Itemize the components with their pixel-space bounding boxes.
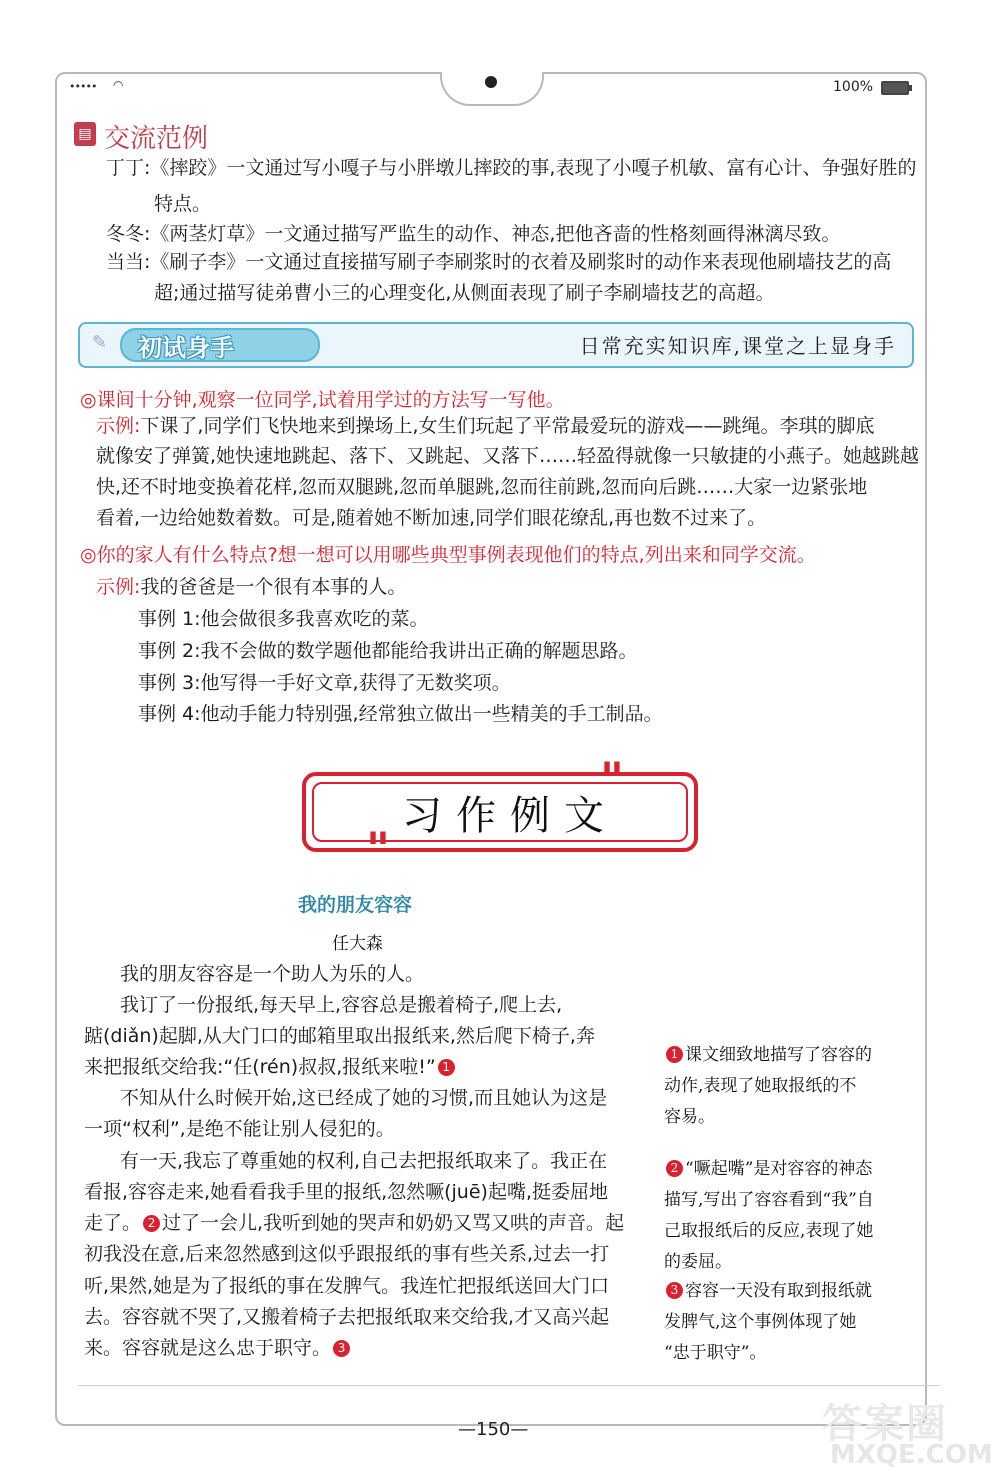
page-number: —150— bbox=[458, 1419, 529, 1440]
essay-line: 走了。 2 过了一会儿,我听到她的哭声和奶奶又骂又哄的声音。起 bbox=[84, 1212, 625, 1234]
pencil-icon: ✎ bbox=[92, 332, 108, 353]
task1-line: 就像安了弹簧,她快速地跳起、落下、又跳起、又落下……轻盈得就像一只敏捷的小燕子。她越跳越 bbox=[96, 445, 920, 467]
exchange-line: 冬冬:《两茎灯草》一文通过描写严监生的动作、神态,把他吝啬的性格刻画得淋漓尽致。 bbox=[106, 223, 841, 245]
task1-line: 快,还不时地变换着花样,忽而双腿跳,忽而单腿跳,忽而往前跳,忽而向后跳……大家一边紧张地 bbox=[96, 476, 868, 498]
essay-author: 任大森 bbox=[332, 934, 383, 954]
marker-2: 2 bbox=[143, 1215, 160, 1232]
essay-line: 踮(diǎn)起脚,从大门口的邮箱里取出报纸来,然后爬下椅子,奔 bbox=[84, 1025, 595, 1047]
task2-item: 事例 1:他会做很多我喜欢吃的菜。 bbox=[138, 608, 429, 630]
note-marker-2: 2 bbox=[666, 1160, 683, 1177]
task2-item: 事例 2:我不会做的数学题他都能给我讲出正确的解题思路。 bbox=[138, 640, 638, 662]
note-3: 3 容容一天没有取到报纸就 发脾气,这个事例体现了她 “忠于职守”。 bbox=[664, 1281, 872, 1363]
essay-line: 初我没在意,后来忽然感到这似乎跟报纸的事有些关系,过去一打 bbox=[84, 1243, 610, 1265]
essay-line: 听,果然,她是为了报纸的事在发脾气。我连忙把报纸送回大门口 bbox=[84, 1275, 610, 1297]
signal-icon: ••••• bbox=[69, 80, 97, 93]
footer-divider bbox=[78, 1385, 940, 1386]
essay-line: 来。容容就是这么忠于职守。 3 bbox=[84, 1333, 352, 1364]
essay-line: 一项“权利”,是绝不能让别人侵犯的。 bbox=[84, 1118, 395, 1140]
essay-line: 我的朋友容容是一个助人为乐的人。 bbox=[120, 963, 425, 985]
camera-notch bbox=[440, 72, 544, 106]
exchange-line: 特点。 bbox=[154, 193, 212, 215]
exchange-title: 交流范例 bbox=[104, 124, 209, 154]
camera-icon bbox=[485, 76, 497, 88]
quote-close-icon: " bbox=[600, 752, 624, 806]
watermark-url: MXQE.COM bbox=[830, 1440, 993, 1470]
task1-line: 示例:下课了,同学们飞快地来到操场上,女生们玩起了平常最爱玩的游戏——跳绳。李琪的脚底 bbox=[96, 415, 875, 437]
note-1: 1 课文细致地描写了容容的 动作,表现了她取报纸的不 容易。 bbox=[664, 1045, 872, 1127]
essay-line: 看报,容容走来,她看看我手里的报纸,忽然噘(juē)起嘴,挺委屈地 bbox=[84, 1181, 608, 1203]
task2-item: 事例 3:他写得一手好文章,获得了无数奖项。 bbox=[138, 672, 511, 694]
quote-open-icon: " bbox=[366, 822, 390, 876]
battery-icon bbox=[881, 81, 909, 95]
essay-line: 有一天,我忘了尊重她的权利,自己去把报纸取来了。我正在 bbox=[120, 1150, 608, 1172]
section-banner bbox=[78, 322, 914, 368]
banner-motto: 日常充实知识库,课堂之上显身手 bbox=[579, 334, 896, 358]
task1-line: 看着,一边给她数着数。可是,随着她不断加速,同学们眼花缭乱,再也数不过来了。 bbox=[96, 507, 767, 529]
example-label: 示例: bbox=[96, 576, 141, 598]
exchange-line: 丁丁:《摔跤》一文通过写小嘎子与小胖墩儿摔跤的事,表现了小嘎子机敏、富有心计、争强好胜的 bbox=[106, 157, 917, 179]
task2-intro: 示例:我的爸爸是一个很有本事的人。 bbox=[96, 576, 407, 598]
essay-title: 我的朋友容容 bbox=[298, 894, 413, 916]
task2-question: ◎你的家人有什么特点?想一想可以用哪些典型事例表现他们的特点,列出来和同学交流。 bbox=[80, 544, 816, 566]
exchange-line: 超;通过描写徒弟曹小三的心理变化,从侧面表现了刷子李刷墙技艺的高超。 bbox=[154, 282, 775, 304]
watermark-logo: 答案圈 bbox=[822, 1401, 948, 1447]
wifi-icon: ◠ bbox=[113, 78, 124, 92]
task2-item: 事例 4:他动手能力特别强,经常独立做出一些精美的手工制品。 bbox=[138, 703, 663, 725]
essay-line: 去。容容就不哭了,又搬着椅子去把报纸取来交给我,才又高兴起 bbox=[84, 1306, 610, 1328]
example-label: 示例: bbox=[96, 415, 141, 437]
task1-question: ◎课间十分钟,观察一位同学,试着用学过的方法写一写他。 bbox=[80, 389, 565, 411]
note-marker-3: 3 bbox=[666, 1282, 683, 1299]
banner-title: 初试身手 bbox=[138, 334, 234, 362]
exchange-line: 当当:《刷子李》一文通过直接描写刷子李刷浆时的衣着及刷浆时的动作来表现他刷墙技艺的高 bbox=[106, 251, 892, 273]
note-marker-1: 1 bbox=[666, 1046, 683, 1063]
marker-1: 1 bbox=[438, 1059, 455, 1076]
book-icon: ▤ bbox=[74, 122, 96, 146]
essay-line: 我订了一份报纸,每天早上,容容总是搬着椅子,爬上去, bbox=[120, 994, 563, 1016]
section-title: 习作例文 bbox=[402, 793, 618, 839]
essay-line: 来把报纸交给我:“任(rén)叔叔,报纸来啦!” 1 bbox=[84, 1052, 457, 1083]
marker-3: 3 bbox=[333, 1340, 350, 1357]
battery-percentage: 100% bbox=[833, 79, 874, 95]
note-2: 2 “噘起嘴”是对容容的神态 描写,写出了容容看到“我”自 己取报纸后的反应,表现了她 的委屈。 bbox=[664, 1159, 874, 1272]
essay-line: 不知从什么时候开始,这已经成了她的习惯,而且她认为这是 bbox=[120, 1087, 608, 1109]
